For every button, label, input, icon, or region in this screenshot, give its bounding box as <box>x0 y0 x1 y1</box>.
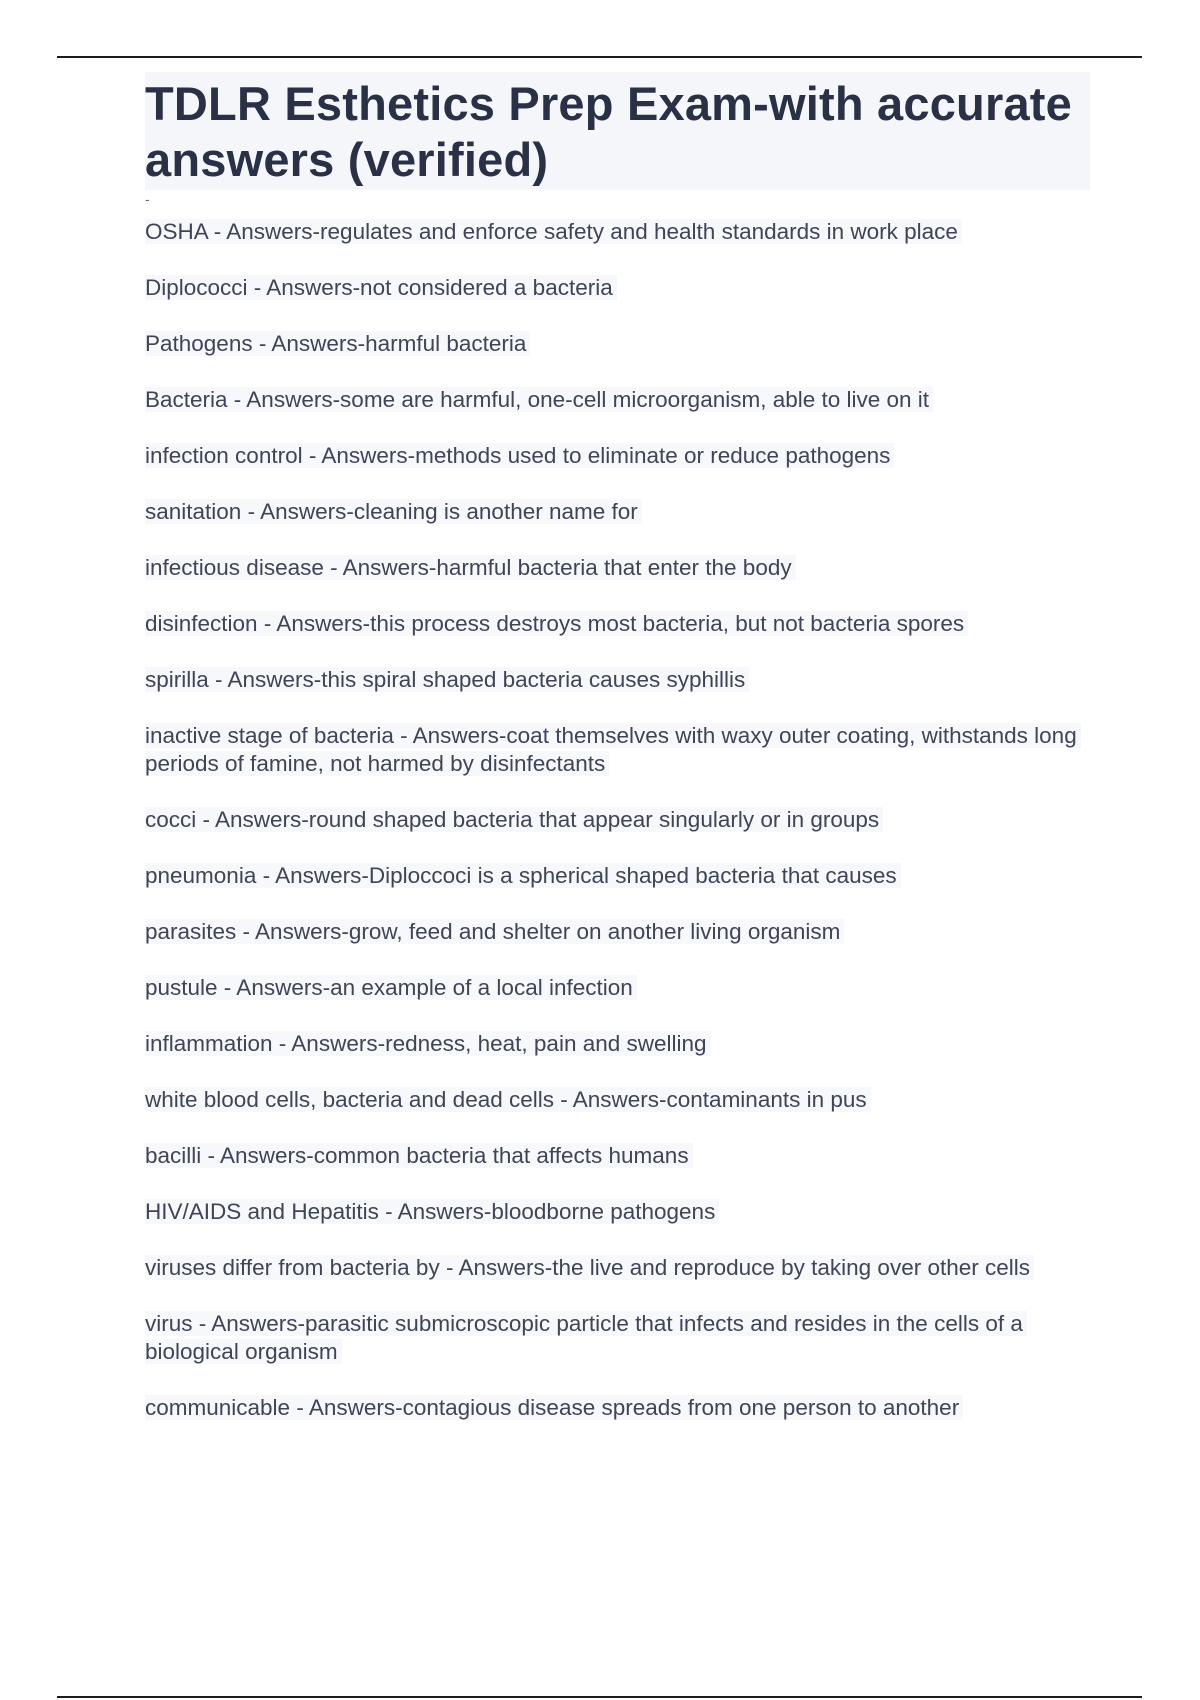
list-item <box>145 554 1090 582</box>
qa-text: parasites - Answers-grow, feed and shelter on another living organism <box>145 919 844 944</box>
qa-text: communicable - Answers-contagious disease spreads from one person to another <box>145 1395 963 1420</box>
list-item <box>145 498 1090 526</box>
list-item <box>145 610 1090 638</box>
qa-text: spirilla - Answers-this spiral shaped bacteria causes syphillis <box>145 667 749 692</box>
qa-text: pneumonia - Answers-Diploccoci is a spherical shaped bacteria that causes <box>145 863 901 888</box>
document-title: TDLR Esthetics Prep Exam-with accurate answers (verified) <box>145 77 1072 186</box>
qa-list <box>145 218 1090 1422</box>
qa-text: sanitation - Answers-cleaning is another name for <box>145 499 642 524</box>
qa-text: cocci - Answers-round shaped bacteria that appear singularly or in groups <box>145 807 883 832</box>
title-separator: - <box>145 191 150 207</box>
list-item <box>145 974 1090 1002</box>
list-item <box>145 1030 1090 1058</box>
qa-text: inactive stage of bacteria - Answers-coat themselves with waxy outer coating, withstands long periods of famine, not harmed by disinfectants <box>145 723 1081 776</box>
bottom-rule <box>57 1696 1142 1698</box>
list-item <box>145 918 1090 946</box>
list-item <box>145 666 1090 694</box>
list-item <box>145 386 1090 414</box>
qa-text: pustule - Answers-an example of a local infection <box>145 975 637 1000</box>
qa-text: virus - Answers-parasitic submicroscopic particle that infects and resides in the cells of a biological organism <box>145 1311 1027 1364</box>
list-item <box>145 1310 1090 1366</box>
list-item <box>145 1142 1090 1170</box>
document-body <box>145 72 1090 1450</box>
qa-text: white blood cells, bacteria and dead cells - Answers-contaminants in pus <box>145 1087 871 1112</box>
qa-text: inflammation - Answers-redness, heat, pain and swelling <box>145 1031 711 1056</box>
list-item <box>145 806 1090 834</box>
qa-text: infection control - Answers-methods used to eliminate or reduce pathogens <box>145 443 894 468</box>
list-item <box>145 862 1090 890</box>
list-item <box>145 330 1090 358</box>
qa-text: Bacteria - Answers-some are harmful, one-cell microorganism, able to live on it <box>145 387 933 412</box>
qa-text: Pathogens - Answers-harmful bacteria <box>145 331 530 356</box>
list-item <box>145 1254 1090 1282</box>
top-rule <box>57 56 1142 58</box>
title-block <box>145 72 1090 190</box>
list-item <box>145 722 1090 778</box>
qa-text: HIV/AIDS and Hepatitis - Answers-bloodborne pathogens <box>145 1199 719 1224</box>
qa-text: OSHA - Answers-regulates and enforce safety and health standards in work place <box>145 219 962 244</box>
qa-text: bacilli - Answers-common bacteria that affects humans <box>145 1143 693 1168</box>
qa-text: infectious disease - Answers-harmful bacteria that enter the body <box>145 555 796 580</box>
list-item <box>145 1198 1090 1226</box>
qa-text: Diplococci - Answers-not considered a bacteria <box>145 275 617 300</box>
qa-text: viruses differ from bacteria by - Answers-the live and reproduce by taking over other cells <box>145 1255 1034 1280</box>
qa-text: disinfection - Answers-this process destroys most bacteria, but not bacteria spores <box>145 611 968 636</box>
list-item <box>145 274 1090 302</box>
list-item <box>145 218 1090 246</box>
list-item <box>145 442 1090 470</box>
list-item <box>145 1394 1090 1422</box>
list-item <box>145 1086 1090 1114</box>
